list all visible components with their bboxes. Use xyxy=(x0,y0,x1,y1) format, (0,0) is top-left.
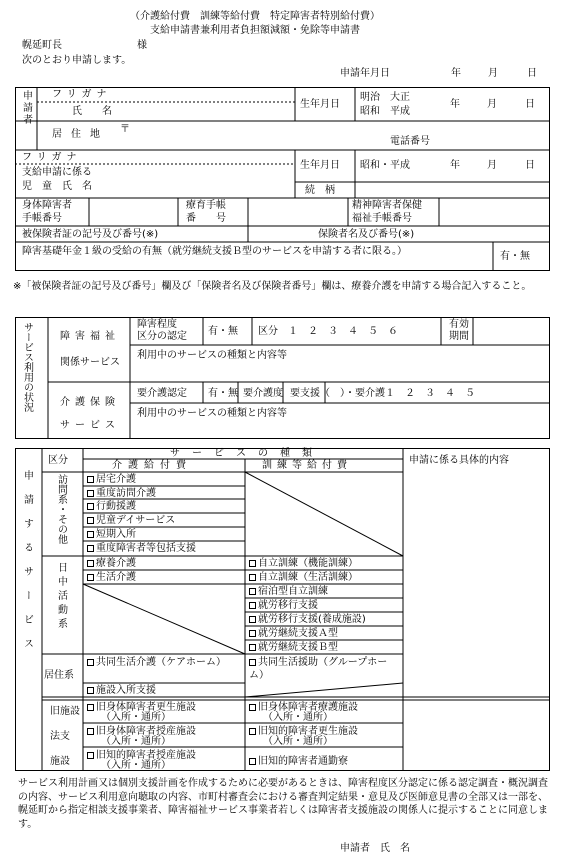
care-support-options[interactable]: 要支援（ ）・要介護１ ２ ３ ４ ５ xyxy=(290,388,475,399)
checkbox[interactable] xyxy=(87,490,94,497)
applicant-furigana-label: フリガナ xyxy=(52,89,112,100)
date-label: 申請年月日 xyxy=(340,68,390,79)
pension-question: 障害基礎年金１級の受給の有無（就労継続支援Ｂ型のサービスを申請する者に限る。） xyxy=(22,246,407,257)
visit-item[interactable]: 短期入所 xyxy=(87,529,136,541)
recipient-honorific: 様 xyxy=(137,40,147,51)
insurer-label: 保険者名及び番号(※) xyxy=(318,229,415,240)
checkbox[interactable] xyxy=(249,588,256,595)
nyusho-label: （入所・通所） xyxy=(101,736,171,747)
checkbox[interactable] xyxy=(249,659,256,666)
applicant-dob-label: 生年月日 xyxy=(300,99,340,110)
checkbox[interactable] xyxy=(249,704,256,711)
applicant-address-label: 居住地 xyxy=(52,129,109,140)
checkbox[interactable] xyxy=(249,602,256,609)
applicant-dob-month: 月 xyxy=(487,99,497,110)
physical-handbook-label2: 手帳番号 xyxy=(22,213,62,224)
insured-label: 被保険者証の記号及び番号(※) xyxy=(22,229,159,240)
child-label2: 児 童 氏 名 xyxy=(22,181,92,192)
note-text: ※「被保険者証の記号及び番号」欄及び「保険者名及び保険者番号」欄は、療養介護を申請する場合記入すること。 xyxy=(13,281,532,292)
valid-label2: 期間 xyxy=(449,331,469,342)
care-label2: サービス xyxy=(60,420,120,431)
child-dob-label: 生年月日 xyxy=(300,160,340,171)
welfare-label2: 関係サービス xyxy=(60,357,120,368)
nyusho-label: （入所・通所） xyxy=(263,736,333,747)
kubun-options[interactable]: 区分 １ ２ ３ ４ ５ ６ xyxy=(258,326,398,337)
signature-label: 申請者 氏 名 xyxy=(340,843,410,854)
care-desc: 利用中のサービスの種類と内容等 xyxy=(137,408,287,419)
applicant-side-label: 申請者 xyxy=(20,90,32,126)
applicant-name-field[interactable] xyxy=(120,103,290,119)
date-day: 日 xyxy=(527,68,537,79)
valid-label1: 有効 xyxy=(449,319,469,330)
day-training-item[interactable]: 就労移行支援(養成施設) xyxy=(249,614,366,626)
applicant-dob-day: 日 xyxy=(525,99,535,110)
applicant-address-field[interactable] xyxy=(130,124,380,148)
mental-handbook-label2: 福祉手帳番号 xyxy=(352,213,412,224)
day-training-item[interactable]: 就労継続支援Ｂ型 xyxy=(249,642,338,654)
consent-text: サービス利用計画又は個別支援計画を作成するために必要があるときは、障害程度区分認定に係る認定調査・概況調査の内容、サービス利用意向聴取の内容、市町村審査会における審査判定結果・意見及び医師意見書の全部又は一部を、幌延町から指定相談支援事業者、障害福祉サービス事業者若しくは障害者支援施設の関係人に提示することに同意します。 xyxy=(18,778,548,830)
child-furigana-label: フリガナ xyxy=(22,152,82,163)
applicant-name-label: 氏 名 xyxy=(72,106,112,117)
category-day: 日中活動系 xyxy=(55,562,67,632)
postal-mark: 〒 xyxy=(120,124,130,135)
child-relation-label: 続 柄 xyxy=(305,185,335,196)
old-training-item[interactable]: 旧身体障害者療護施設 xyxy=(249,702,358,714)
phone-label: 電話番号 xyxy=(390,136,430,147)
old-care-item[interactable]: 旧身体障害者更生施設 xyxy=(87,702,196,714)
child-dob-month: 月 xyxy=(487,160,497,171)
nyusho-label: （入所・通所） xyxy=(101,760,171,771)
checkbox[interactable] xyxy=(249,728,256,735)
checkbox[interactable] xyxy=(87,728,94,735)
care-cert-label: 要介護認定 xyxy=(137,388,187,399)
category-old3: 施設 xyxy=(50,756,70,767)
applicant-dob-year: 年 xyxy=(450,99,460,110)
checkbox[interactable] xyxy=(249,758,256,765)
physical-handbook-label1: 身体障害者 xyxy=(22,200,72,211)
applicant-era2: 昭和 平成 xyxy=(360,106,410,117)
category-visit: 訪問系・その他 xyxy=(55,474,67,544)
res-care-item[interactable]: 施設入所支援 xyxy=(87,685,156,697)
pension-yesno[interactable]: 有・無 xyxy=(500,251,530,262)
visit-item[interactable]: 行動援護 xyxy=(87,501,136,513)
old-care-item[interactable]: 旧身体障害者授産施設 xyxy=(87,726,196,738)
checkbox[interactable] xyxy=(87,517,94,524)
child-label1: 支給申請に係る xyxy=(22,167,92,178)
rehab-handbook-label1: 療育手帳 xyxy=(186,200,226,211)
mental-handbook-label1: 精神障害者保健 xyxy=(352,200,422,211)
care-label1: 介護保険 xyxy=(60,397,120,408)
checkbox[interactable] xyxy=(249,644,256,651)
services-side-label: 申請するサービス xyxy=(21,470,33,662)
training-column-header: 訓練等給付費 xyxy=(262,460,352,471)
applicant-era1: 明治 大正 xyxy=(360,92,410,103)
day-training-item[interactable]: 就労継続支援Ａ型 xyxy=(249,628,338,640)
level-label1: 障害程度 xyxy=(137,319,177,330)
checkbox[interactable] xyxy=(87,476,94,483)
welfare-label1: 障害福祉 xyxy=(60,331,120,342)
title-line1: （介護給付費 訓練等給付費 特定障害者特別給付費） xyxy=(130,11,380,22)
date-month: 月 xyxy=(488,68,498,79)
title-line2: 支給申請書兼利用者負担額減額・免除等申請書 xyxy=(150,25,360,36)
checkbox[interactable] xyxy=(87,545,94,552)
day-care-item[interactable]: 生活介護 xyxy=(87,572,136,584)
child-era: 昭和・平成 xyxy=(360,160,410,171)
visit-item[interactable]: 居宅介護 xyxy=(87,474,136,486)
care-level-label: 要介護度 xyxy=(243,388,283,399)
old-care-item[interactable]: 旧知的障害者授産施設 xyxy=(87,750,196,762)
checkbox[interactable] xyxy=(87,659,94,666)
child-name-field[interactable] xyxy=(120,166,290,196)
checkbox[interactable] xyxy=(87,752,94,759)
recipient: 幌延町長 xyxy=(22,40,62,51)
visit-item[interactable]: 児童デイサービス xyxy=(87,515,175,527)
child-dob-year: 年 xyxy=(450,160,460,171)
visit-item[interactable]: 重度障害者等包括支援 xyxy=(87,543,196,555)
welfare-desc: 利用中のサービスの種類と内容等 xyxy=(137,350,287,361)
day-training-item[interactable]: 自立訓練（機能訓練） xyxy=(249,558,358,570)
usage-side-label: サービス利用の状況 xyxy=(21,322,33,412)
checkbox[interactable] xyxy=(249,616,256,623)
kubun-header: 区分 xyxy=(48,455,68,466)
date-year: 年 xyxy=(451,68,461,79)
checkbox[interactable] xyxy=(87,503,94,510)
checkbox[interactable] xyxy=(249,630,256,637)
nyusho-label: （入所・通所） xyxy=(263,712,333,723)
category-old1: 旧施設 xyxy=(50,706,80,717)
service-type-header: サービスの種類 xyxy=(170,448,324,459)
category-residential: 居住系 xyxy=(44,670,74,681)
nyusho-label: （入所・通所） xyxy=(101,712,171,723)
rehab-handbook-label2: 番 号 xyxy=(186,213,226,224)
checkbox[interactable] xyxy=(87,574,94,581)
day-training-item[interactable]: 自立訓練（生活訓練） xyxy=(249,572,358,584)
specific-content-header: 申請に係る具体的内容 xyxy=(409,455,509,466)
checkbox[interactable] xyxy=(249,560,256,567)
old-training-item[interactable]: 旧知的障害者更生施設 xyxy=(249,726,358,738)
checkbox[interactable] xyxy=(87,687,94,694)
checkbox[interactable] xyxy=(249,574,256,581)
child-dob-day: 日 xyxy=(525,160,535,171)
day-training-item[interactable]: 就労移行支援 xyxy=(249,600,318,612)
old-training-item[interactable]: 旧知的障害者通勤寮 xyxy=(249,756,348,768)
level-label2: 区分の認定 xyxy=(137,331,187,342)
day-training-item[interactable]: 宿泊型自立訓練 xyxy=(249,586,328,598)
checkbox[interactable] xyxy=(87,704,94,711)
checkbox[interactable] xyxy=(87,560,94,567)
day-care-item[interactable]: 療養介護 xyxy=(87,558,136,570)
res-care-item[interactable]: 共同生活介護（ケアホーム） xyxy=(87,656,243,669)
category-old2: 法支 xyxy=(50,731,70,742)
res-training-item[interactable]: 共同生活援助（グループホーム） xyxy=(249,657,388,681)
care-column-header: 介護給付費 xyxy=(112,460,192,471)
visit-item[interactable]: 重度訪問介護 xyxy=(87,488,156,500)
checkbox[interactable] xyxy=(87,531,94,538)
level-yesno[interactable]: 有・無 xyxy=(208,326,238,337)
care-cert-yesno[interactable]: 有・無 xyxy=(208,388,238,399)
intro-text: 次のとおり申請します。 xyxy=(22,55,132,66)
